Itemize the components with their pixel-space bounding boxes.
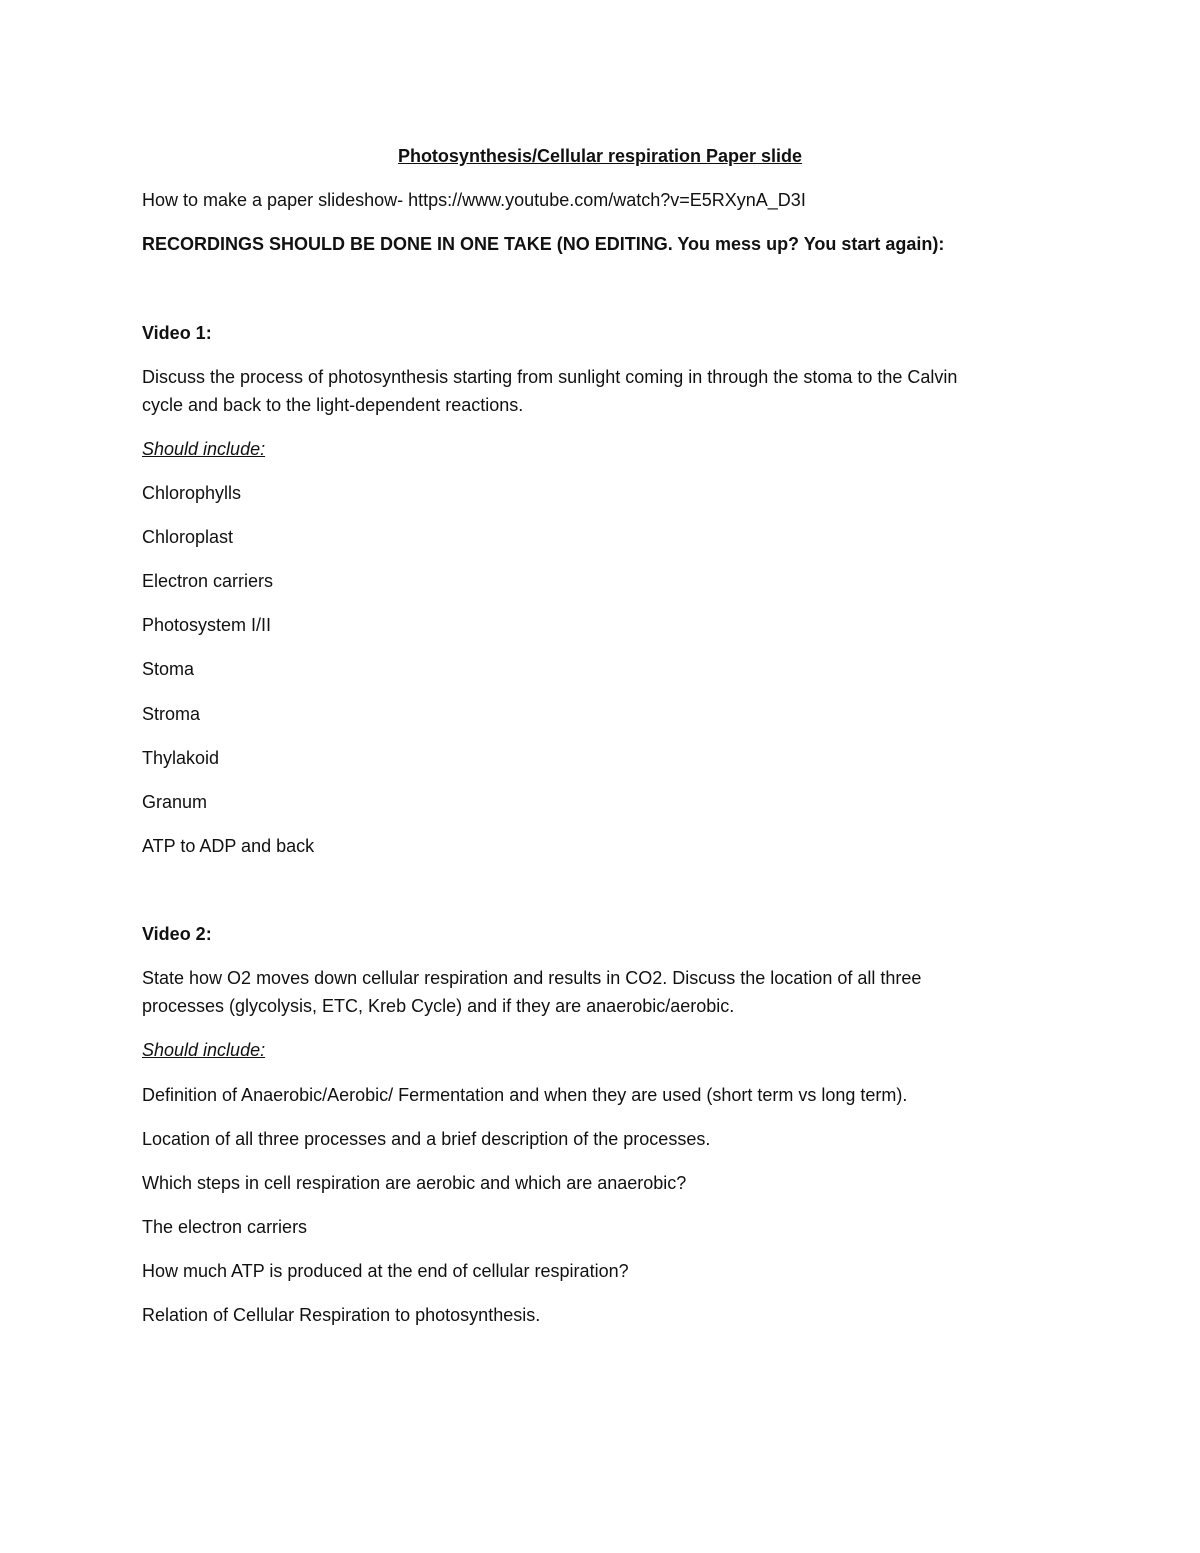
list-item: Thylakoid [142,748,220,768]
list-item: Relation of Cellular Respiration to photosynthesis. [142,1305,541,1325]
recordings-notice: RECORDINGS SHOULD BE DONE IN ONE TAKE (NO EDITING. You mess up? You start again): [142,234,945,254]
list-item: Photosystem I/II [142,615,272,635]
video2-description-line1: State how O2 moves down cellular respiration and results in CO2. Discuss the location of all three [142,968,922,988]
video2-heading: Video 2: [142,924,212,944]
video2-description-line2: processes (glycolysis, ETC, Kreb Cycle) and if they are anaerobic/aerobic. [142,996,735,1016]
video1-description-line2: cycle and back to the light-dependent reactions. [142,395,524,415]
document-title: Photosynthesis/Cellular respiration Paper slide [397,146,803,166]
list-item: How much ATP is produced at the end of cellular respiration? [142,1261,629,1281]
list-item: Stroma [142,704,201,724]
list-item: Stoma [142,659,195,679]
list-item: Which steps in cell respiration are aerobic and which are anaerobic? [142,1173,687,1193]
list-item: The electron carriers [142,1217,308,1237]
list-item: ATP to ADP and back [142,836,315,856]
howto-line: How to make a paper slideshow- https://www.youtube.com/watch?v=E5RXynA_D3I [142,190,806,210]
video1-description-line1: Discuss the process of photosynthesis starting from sunlight coming in through the stoma to the Calvin [142,367,958,387]
list-item: Definition of Anaerobic/Aerobic/ Fermentation and when they are used (short term vs long term). [142,1085,908,1105]
list-item: Location of all three processes and a brief description of the processes. [142,1129,711,1149]
list-item: Chlorophylls [142,483,242,503]
list-item: Granum [142,792,208,812]
video1-heading: Video 1: [142,323,212,343]
list-item: Electron carriers [142,571,274,591]
list-item: Chloroplast [142,527,234,547]
video1-should-include: Should include: [142,439,266,459]
video2-should-include: Should include: [142,1040,266,1060]
